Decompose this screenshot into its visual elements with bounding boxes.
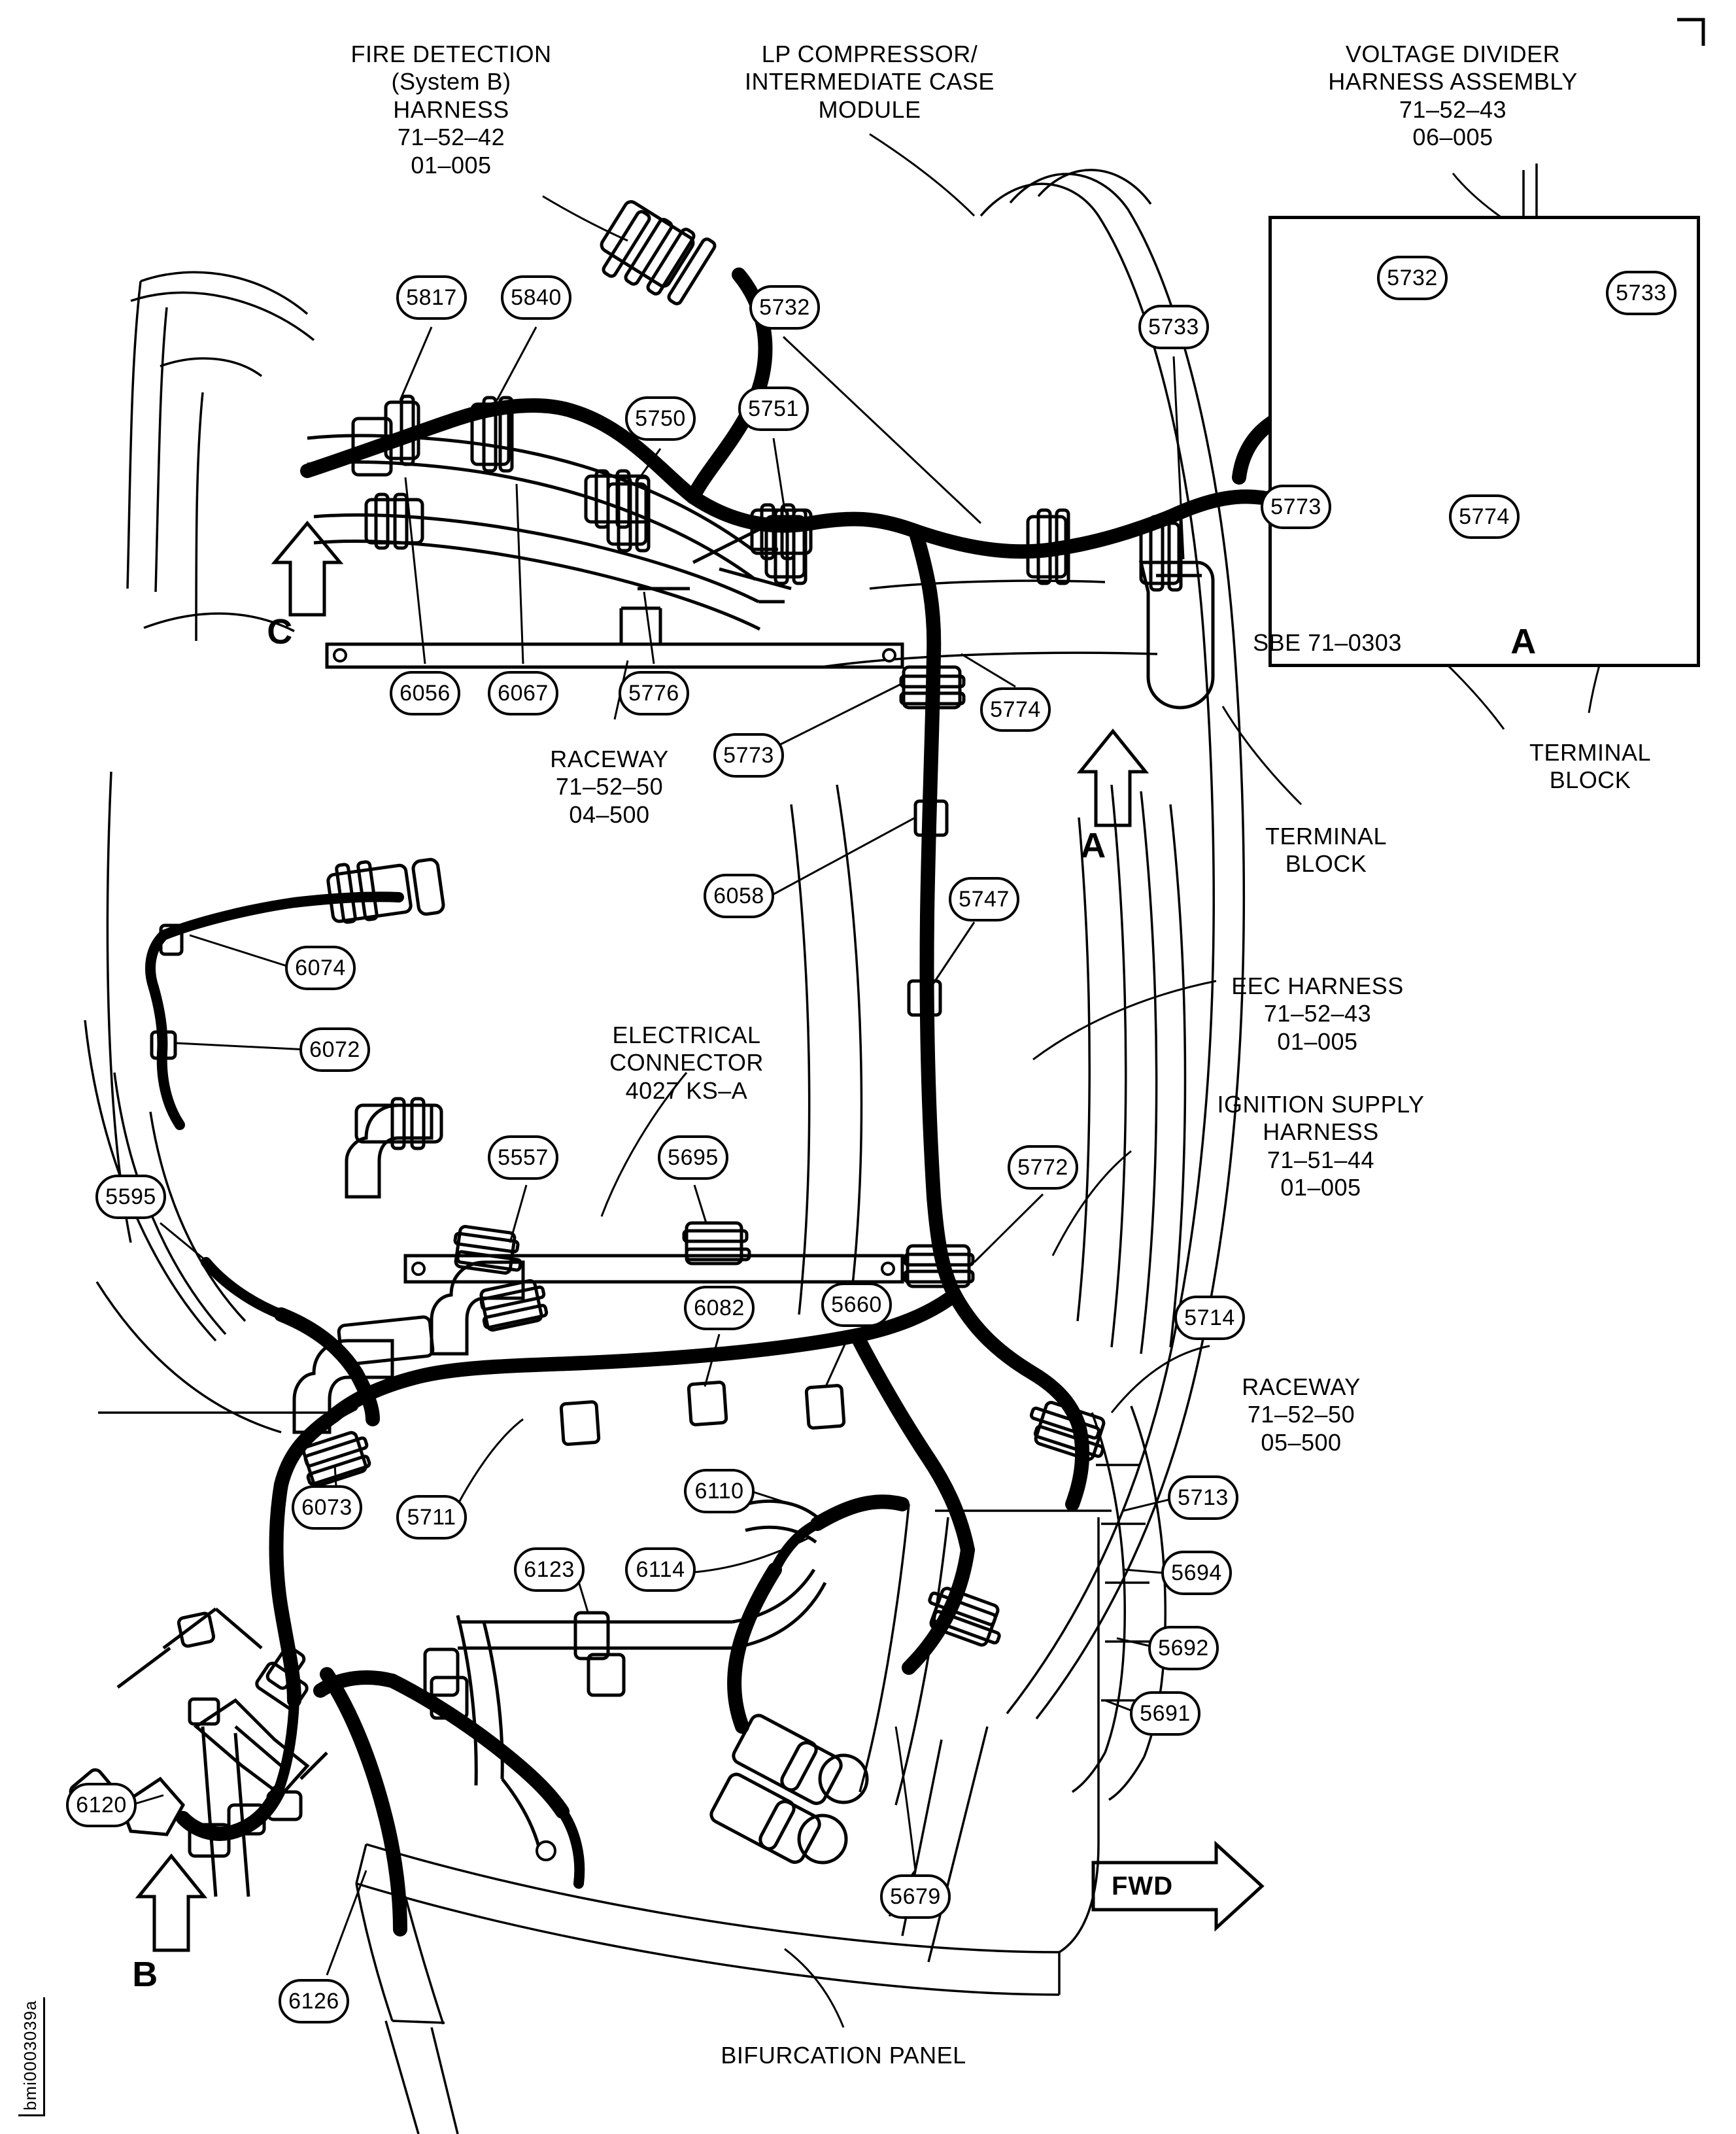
callout-6056[interactable]: 6056	[390, 671, 460, 715]
label-sbe-reference: SBE 71–0303	[1253, 629, 1402, 656]
callout-6074[interactable]: 6074	[285, 946, 356, 990]
label-bifurcation-panel: BIFURCATION PANEL	[721, 2042, 966, 2069]
label-voltage-divider-harness: VOLTAGE DIVIDER HARNESS ASSEMBLY 71–52–43 06–005	[1328, 41, 1578, 151]
callout-5694[interactable]: 5694	[1161, 1551, 1232, 1595]
callout-6073[interactable]: 6073	[292, 1485, 362, 1530]
callout-5595[interactable]: 5595	[95, 1175, 166, 1219]
figure-id-code: bmi0003039a	[18, 1997, 45, 2116]
callout-5660[interactable]: 5660	[821, 1282, 892, 1327]
callout-5557[interactable]: 5557	[488, 1135, 558, 1180]
label-lp-compressor-module: LP COMPRESSOR/ INTERMEDIATE CASE MODULE	[745, 41, 995, 123]
callout-5695[interactable]: 5695	[658, 1135, 728, 1180]
label-terminal-block-center: TERMINAL BLOCK	[1265, 823, 1387, 878]
zone-letter-c: C	[267, 612, 293, 651]
label-terminal-block-right: TERMINAL BLOCK	[1529, 739, 1652, 794]
callout-6082[interactable]: 6082	[684, 1286, 755, 1330]
inset-callout-5733[interactable]: 5733	[1606, 271, 1676, 315]
callout-5713[interactable]: 5713	[1168, 1475, 1238, 1520]
inset-callout-5774[interactable]: 5774	[1449, 494, 1520, 539]
inset-callout-5732[interactable]: 5732	[1377, 256, 1448, 300]
callout-5773[interactable]: 5773	[713, 733, 784, 778]
label-eec-harness: EEC HARNESS 71–52–43 01–005	[1231, 972, 1404, 1055]
callout-5772[interactable]: 5772	[1008, 1145, 1078, 1190]
label-fire-detection-harness: FIRE DETECTION (System B) HARNESS 71–52–42 01–005	[350, 41, 552, 179]
callout-6114[interactable]: 6114	[625, 1547, 696, 1592]
callout-6110[interactable]: 6110	[684, 1469, 755, 1513]
label-electrical-connector: ELECTRICAL CONNECTOR 4027 KS–A	[609, 1022, 764, 1104]
callout-5751[interactable]: 5751	[738, 387, 809, 431]
callout-5732[interactable]: 5732	[749, 285, 820, 330]
fwd-direction-label: FWD	[1112, 1872, 1174, 1901]
callout-5774[interactable]: 5774	[980, 687, 1051, 732]
callout-5733[interactable]: 5733	[1138, 305, 1209, 349]
inset-callout-5773[interactable]: 5773	[1261, 485, 1331, 529]
callout-5711[interactable]: 5711	[396, 1495, 467, 1540]
callout-5747[interactable]: 5747	[949, 877, 1019, 921]
callout-5714[interactable]: 5714	[1174, 1296, 1245, 1340]
label-raceway-05-500: RACEWAY 71–52–50 05–500	[1242, 1373, 1361, 1456]
label-ignition-supply-harness: IGNITION SUPPLY HARNESS 71–51–44 01–005	[1217, 1091, 1425, 1201]
callout-6123[interactable]: 6123	[514, 1547, 585, 1592]
callout-5776[interactable]: 5776	[619, 671, 689, 715]
callout-5691[interactable]: 5691	[1130, 1691, 1200, 1736]
callout-6126[interactable]: 6126	[279, 1979, 349, 2023]
callout-5692[interactable]: 5692	[1148, 1626, 1219, 1670]
zone-letter-a-inset: A	[1510, 622, 1537, 661]
callout-6058[interactable]: 6058	[704, 874, 774, 918]
callout-6067[interactable]: 6067	[488, 671, 558, 715]
callout-6120[interactable]: 6120	[66, 1783, 137, 1827]
label-raceway-04-500: RACEWAY 71–52–50 04–500	[550, 746, 669, 828]
callout-6072[interactable]: 6072	[299, 1027, 370, 1072]
zone-letter-b: B	[132, 1955, 158, 1994]
callout-5750[interactable]: 5750	[625, 396, 696, 441]
callout-5840[interactable]: 5840	[501, 275, 571, 320]
callout-5817[interactable]: 5817	[396, 275, 467, 320]
zone-letter-a-main: A	[1080, 826, 1106, 865]
callout-5679[interactable]: 5679	[880, 1874, 951, 1919]
